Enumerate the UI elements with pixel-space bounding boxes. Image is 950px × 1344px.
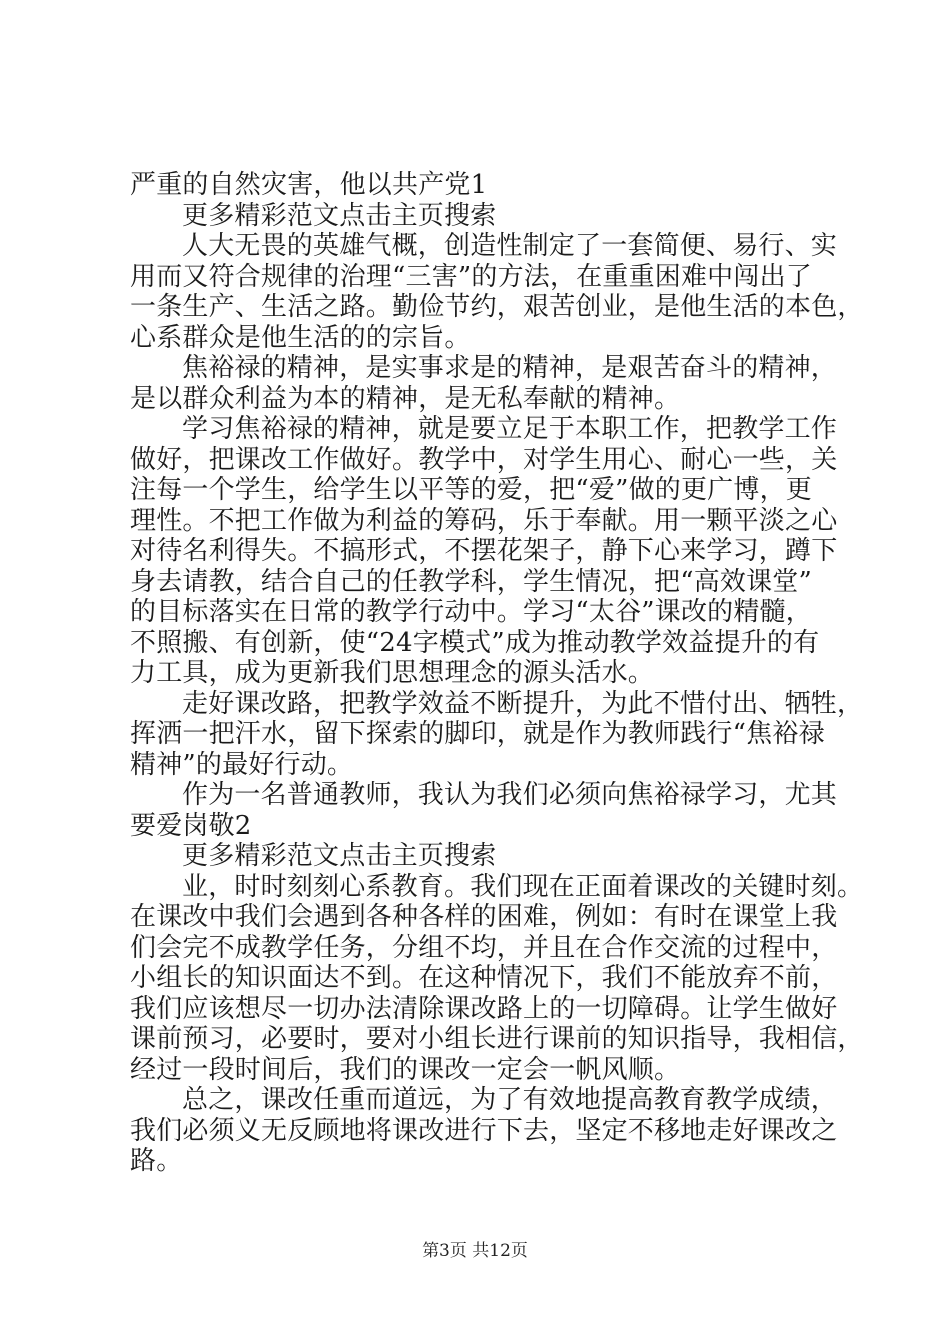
text-line: 理性。不把工作做为利益的筹码，乐于奉献。用一颗平淡之心: [130, 505, 838, 536]
text-line: 路。: [130, 1146, 183, 1176]
text-line: 更多精彩范文点击主页搜索: [182, 200, 497, 231]
text-line: 作为一名普通教师，我认为我们必须向焦裕禄学习，尤其: [182, 780, 838, 810]
text-line: 心系群众是他生活的的宗旨。: [130, 322, 471, 353]
text-line: 业，时时刻刻心系教育。我们现在正面着课改的关键时刻。: [182, 871, 864, 902]
text-line: 走好课改路，把教学效益不断提升，为此不惜付出、牺牲，: [182, 688, 864, 719]
text-line: 们会完不成教学任务，分组不均，并且在合作交流的过程中，: [130, 932, 838, 963]
text-line: 身去请教，结合自己的任教学科，学生情况，把“高效课堂”: [130, 566, 812, 597]
text-line: 总之，课改任重而道远，为了有效地提高教育教学成绩，: [182, 1085, 838, 1115]
text-line: 不照搬、有创新，使“24字模式”成为推动教学效益提升的有: [130, 627, 820, 658]
text-line: 做好，把课改工作做好。教学中，对学生用心、耐心一些，关: [130, 444, 838, 475]
page-number-footer: 第3页 共12页: [422, 1241, 528, 1261]
text-line: 精神”的最好行动。: [130, 749, 354, 780]
text-line: 我们应该想尽一切办法清除课改路上的一切障碍。让学生做好: [130, 993, 838, 1024]
text-line: 对待名利得失。不搞形式，不摆花架子，静下心来学习，蹲下: [130, 536, 838, 566]
text-line: 用而又符合规律的治理“三害”的方法，在重重困难中闯出了: [130, 261, 812, 292]
text-line: 一条生产、生活之路。勤俭节约，艰苦创业，是他生活的本色，: [130, 292, 864, 322]
text-line: 在课改中我们会遇到各种各样的困难，例如：有时在课堂上我: [130, 902, 838, 932]
text-line: 要爱岗敬2: [130, 810, 252, 841]
text-line: 更多精彩范文点击主页搜索: [182, 841, 497, 871]
text-line: 小组长的知识面达不到。在这种情况下，我们不能放弃不前，: [130, 963, 838, 993]
text-line: 课前预习，必要时，要对小组长进行课前的知识指导，我相信，: [130, 1024, 864, 1054]
text-line: 挥洒一把汗水，留下探索的脚印，就是作为教师践行“焦裕禄: [130, 719, 825, 749]
text-line: 经过一段时间后，我们的课改一定会一帆风顺。: [130, 1054, 681, 1085]
text-line: 学习焦裕禄的精神，就是要立足于本职工作，把教学工作: [182, 414, 838, 444]
text-line: 人大无畏的英雄气概，创造性制定了一套简便、易行、实: [182, 231, 838, 261]
text-line: 严重的自然灾害，他以共产党1: [130, 170, 488, 200]
document-body: [130, 170, 864, 1177]
text-line: 我们必须义无反顾地将课改进行下去，坚定不移地走好课改之: [130, 1115, 838, 1146]
text-line: 的目标落实在日常的教学行动中。学习“太谷”课改的精髓，: [130, 597, 812, 627]
text-line: 力工具，成为更新我们思想理念的源头活水。: [130, 658, 655, 688]
text-line: 焦裕禄的精神，是实事求是的精神，是艰苦奋斗的精神，: [182, 353, 838, 383]
text-line: 注每一个学生，给学生以平等的爱，把“爱”做的更广博，更: [130, 475, 812, 505]
text-line: 是以群众利益为本的精神，是无私奉献的精神。: [130, 383, 681, 414]
